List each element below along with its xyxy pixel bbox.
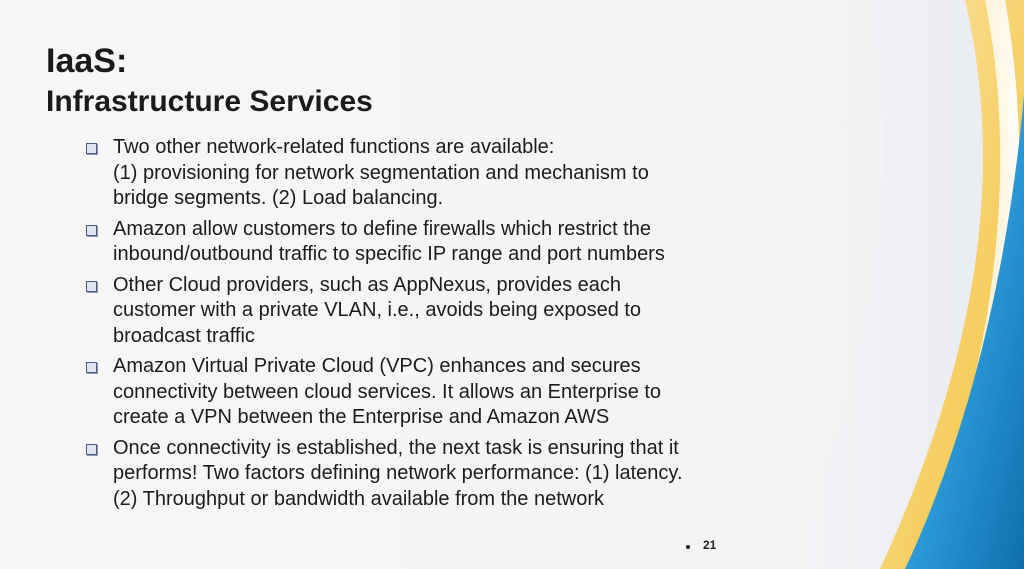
bullet-text: Amazon Virtual Private Cloud (VPC) enhances and secures connectivity between cloud services. It allows an Enterprise to create a VPN between the Enterprise and Amazon AWS <box>113 355 662 428</box>
bullet-list <box>86 135 726 517</box>
page-number-dot <box>686 545 690 549</box>
title-line-1: IaaS: <box>46 42 128 80</box>
title-line-2: Infrastructure Services <box>46 85 373 118</box>
bullet-item <box>86 354 726 431</box>
bullet-item <box>86 217 726 268</box>
bullet-item <box>86 436 726 513</box>
bullet-text: Amazon allow customers to define firewalls which restrict the inbound/outbound traffic to specific IP range and port numbers <box>113 217 665 265</box>
bullet-text: Two other network-related functions are available: (1) provisioning for network segmentation and mechanism to bridge segments. (2) Load balancing. <box>113 136 649 209</box>
square-bullet-icon <box>86 444 97 455</box>
square-bullet-icon <box>86 143 97 154</box>
bullet-item <box>86 135 726 212</box>
bullet-text: Once connectivity is established, the next task is ensuring that it performs! Two factors defining network performance: (1) latency. (2) Throughput or bandwidth available from the network <box>113 436 683 510</box>
page-title <box>46 40 373 122</box>
square-bullet-icon <box>86 281 97 292</box>
bullet-text: Other Cloud providers, such as AppNexus, provides each customer with a private VLAN, i.e., avoids being exposed to broadcast traffic <box>113 273 642 347</box>
bullet-item <box>86 273 726 350</box>
page-number: 21 <box>703 538 717 552</box>
square-bullet-icon <box>86 362 97 373</box>
square-bullet-icon <box>86 225 97 236</box>
